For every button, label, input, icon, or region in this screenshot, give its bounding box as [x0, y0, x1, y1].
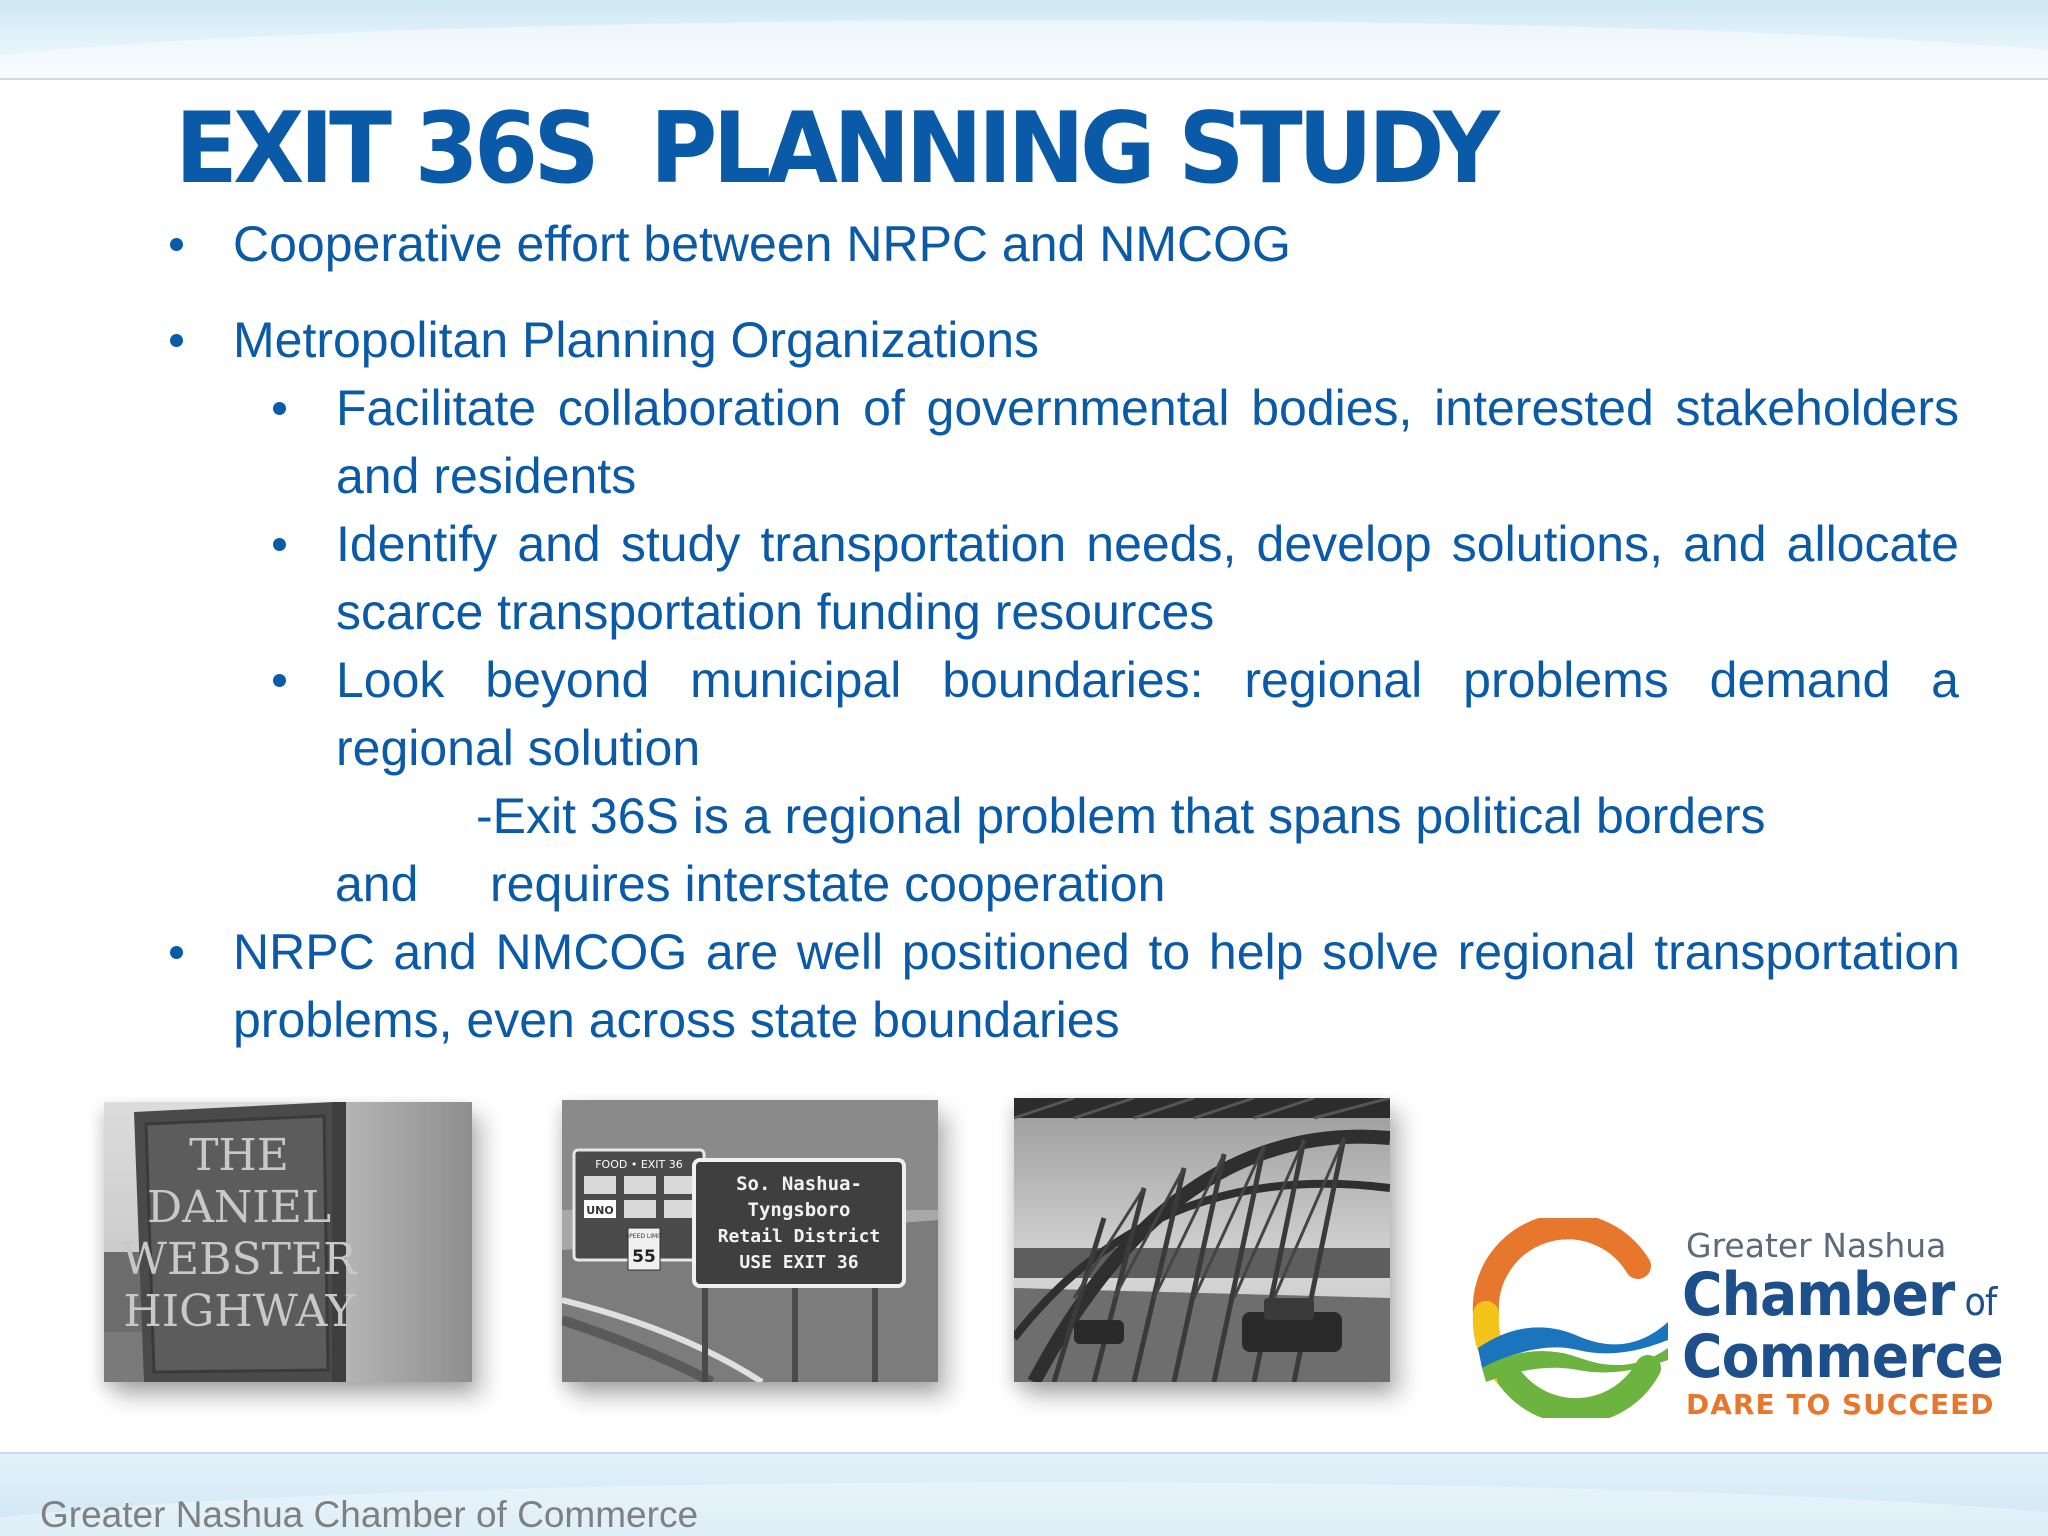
big-sign-line: Tyngsboro: [747, 1199, 851, 1221]
chamber-logo: [1468, 1218, 2028, 1421]
logo-line-chamber: [1682, 1260, 1996, 1330]
bridge-image: [1014, 1098, 1390, 1382]
bullet-dot-icon: [273, 538, 286, 551]
bullet-text: NRPC and NMCOG are well positioned to help solve regional transportation problems, even across state boundaries: [233, 924, 1960, 1048]
bullet-item: [170, 306, 1470, 374]
sign-text-line: THE: [189, 1130, 289, 1181]
chamber-swoosh-icon: [1468, 1218, 1678, 1418]
bullet-text: Cooperative effort between NRPC and NMCOG: [233, 216, 1291, 272]
footer-text: Greater Nashua Chamber of Commerce: [40, 1494, 699, 1535]
bullet-text: Identify and study transportation needs, develop solutions, and allocate scarce transportation funding resources: [336, 516, 1959, 640]
speed-limit-label: SPEED LIMIT: [625, 1233, 663, 1240]
bullet-text: Look beyond municipal boundaries: regional problems demand a regional solution: [336, 652, 1959, 776]
sub-note-and: and: [335, 856, 419, 912]
sub-bullet-item: [273, 374, 1959, 510]
big-sign-line: So. Nashua-: [736, 1173, 862, 1195]
bullet-dot-icon: [170, 334, 183, 347]
road-signs-image: [562, 1100, 938, 1382]
logo-line-commerce: Commerce: [1682, 1322, 2003, 1392]
top-decorative-band: [0, 0, 2048, 80]
daniel-webster-sign-image: [104, 1102, 472, 1382]
photo-daniel-webster-sign: [104, 1102, 472, 1382]
logo-chamber-word: Chamber: [1682, 1260, 1955, 1330]
bullet-dot-icon: [273, 674, 286, 687]
bullet-item: [170, 918, 1960, 1054]
bullet-dot-icon: [170, 238, 183, 251]
sub-note-line: -Exit 36S is a regional problem that spans political borders: [476, 788, 1766, 844]
top-wave: [0, 20, 2048, 80]
bullet-text: Metropolitan Planning Organizations: [233, 312, 1040, 368]
photo-road-signs: [562, 1100, 938, 1382]
photo-bridge: [1014, 1098, 1390, 1382]
sub-note-line: requires interstate cooperation: [490, 856, 1166, 912]
big-sign-line: USE EXIT 36: [739, 1252, 859, 1273]
small-sign-header: FOOD • EXIT 36: [595, 1158, 683, 1171]
sign-text-line: HIGHWAY: [123, 1286, 355, 1337]
bullet-text: Facilitate collaboration of governmental bodies, interested stakeholders and residents: [336, 380, 1959, 504]
sub-bullet-item: [273, 510, 1959, 646]
speed-limit-value: 55: [632, 1247, 656, 1267]
logo-tagline: DARE TO SUCCEED: [1686, 1388, 1995, 1421]
sub-bullet-item: [273, 646, 1959, 782]
slide-title: EXIT 36S PLANNING STUDY: [175, 92, 1496, 206]
small-sign-logo: UNO: [586, 1204, 614, 1217]
sign-text-line: DANIEL: [146, 1182, 332, 1233]
logo-line-top: Greater Nashua: [1686, 1226, 1947, 1265]
bullet-dot-icon: [170, 946, 183, 959]
bullet-item: [170, 210, 1470, 278]
bullet-dot-icon: [273, 402, 286, 415]
logo-of-word: of: [1964, 1280, 1997, 1324]
big-sign-line: Retail District: [717, 1226, 881, 1247]
sign-text-line: WEBSTER: [121, 1234, 357, 1285]
